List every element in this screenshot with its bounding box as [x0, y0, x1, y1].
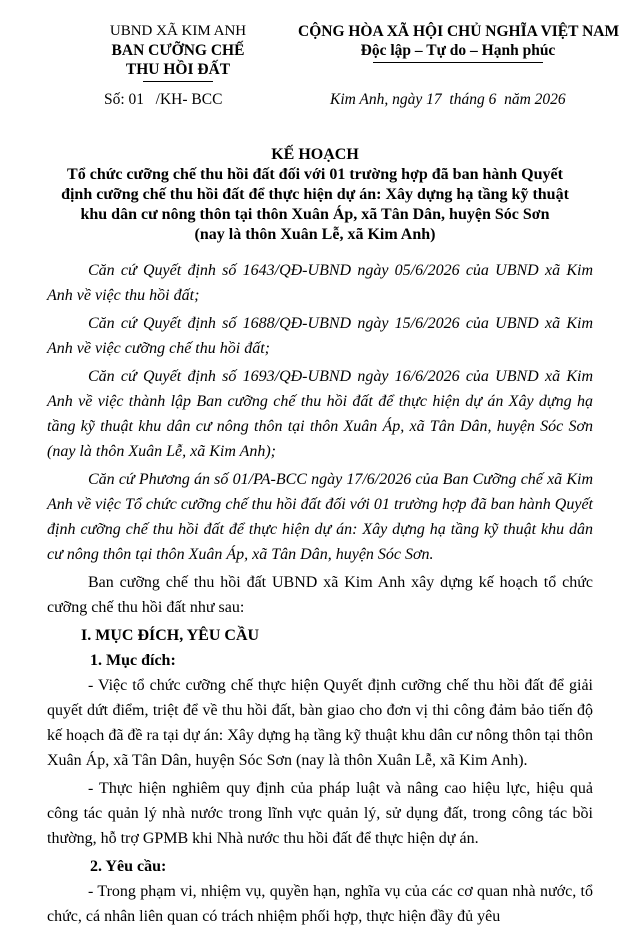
title-subject — [40, 165, 590, 245]
legal-basis: Căn cứ Quyết định số 1643/QĐ-UBND ngày 05/6/2026 của UBND xã Kim Anh về việc thu hồi đất; — [47, 262, 593, 304]
place-date: Kim Anh, ngày 17 tháng 6 năm 2026 — [330, 91, 566, 108]
subsection-heading-purpose: 1. Mục đích: — [90, 652, 176, 669]
purpose-item: - Thực hiện nghiêm quy định của pháp luật và nâng cao hiệu lực, hiệu quả công tác quản lý nhà nước trong lĩnh vực quản lý, sử dụng đất, trong công tác bồi thường, hỗ trợ GPMB khi Nhà nước thu hồi đất để thực hiện dự án. — [47, 780, 593, 847]
issuing-authority — [88, 22, 268, 82]
document-number: Số: 01 /KH- BCC — [104, 91, 223, 108]
title-line: định cưỡng chế thu hồi đất để thực hiện dự án: Xây dựng hạ tầng kỹ thuật — [61, 186, 569, 203]
title-main: KẾ HOẠCH — [271, 146, 359, 163]
title-line: (nay là thôn Xuân Lễ, xã Kim Anh) — [194, 226, 436, 243]
motto: Độc lập – Tự do – Hạnh phúc — [360, 42, 556, 59]
subsection-heading-requirements: 2. Yêu cầu: — [90, 858, 167, 875]
motto-underline — [373, 62, 543, 63]
title-line: Tổ chức cưỡng chế thu hồi đất đối với 01 trường hợp đã ban hành Quyết — [67, 166, 563, 183]
board-name-line2: THU HỒI ĐẤT — [125, 61, 231, 78]
document-body — [47, 258, 593, 932]
intro-paragraph: Ban cưỡng chế thu hồi đất UBND xã Kim Anh xây dựng kế hoạch tổ chức cưỡng chế thu hồi đất như sau: — [47, 574, 593, 616]
legal-basis: Căn cứ Quyết định số 1688/QĐ-UBND ngày 15/6/2026 của UBND xã Kim Anh về việc cưỡng chế thu hồi đất; — [47, 315, 593, 357]
authority-underline — [143, 81, 213, 82]
title-line: khu dân cư nông thôn tại thôn Xuân Áp, xã Tân Dân, huyện Sóc Sơn — [80, 206, 550, 223]
legal-basis: Căn cứ Phương án số 01/PA-BCC ngày 17/6/2026 của Ban Cưỡng chế xã Kim Anh về việc Tổ chức cưỡng chế thu hồi đất đối với 01 trường hợp đã ban hành Quyết định cưỡng chế thu hồi đất để thực hiện dự án: Xây dựng hạ tầng kỹ thuật khu dân cư nông thôn tại thôn Xuân Áp, xã Tân Dân, huyện Sóc Sơn. — [47, 471, 593, 563]
country-name: CỘNG HÒA XÃ HỘI CHỦ NGHĨA VIỆT NAM — [298, 23, 620, 40]
national-motto — [298, 22, 618, 63]
purpose-item: - Việc tổ chức cưỡng chế thực hiện Quyết định cưỡng chế thu hồi đất để giải quyết dứt điểm, triệt để về thu hồi đất, bàn giao cho đơn vị thi công đảm bảo tiến độ kế hoạch đã đề ra tại dự án: Xây dựng hạ tầng kỹ thuật khu dân cư nông thôn tại thôn Xuân Áp, xã Tân Dân, huyện Sóc Sơn (nay là thôn Xuân Lễ, xã Kim Anh). — [47, 677, 593, 769]
document-title — [40, 145, 590, 245]
section-heading: I. MỤC ĐÍCH, YÊU CẦU — [81, 627, 260, 644]
requirement-item: - Trong phạm vi, nhiệm vụ, quyền hạn, nghĩa vụ của các cơ quan nhà nước, tổ chức, cá nhân liên quan có trách nhiệm phối hợp, thực hiện đầy đủ yêu — [47, 883, 593, 925]
legal-basis: Căn cứ Quyết định số 1693/QĐ-UBND ngày 16/6/2026 của UBND xã Kim Anh về việc thành lập Ban cưỡng chế thu hồi đất để thực hiện dự án Xây dựng hạ tầng kỹ thuật khu dân cư nông thôn tại thôn Xuân Áp, xã Tân Dân, huyện Sóc Sơn (nay là thôn Xuân Lễ, xã Kim Anh); — [47, 368, 593, 460]
board-name-line1: BAN CƯỠNG CHẾ — [111, 42, 245, 59]
authority-name: UBND XÃ KIM ANH — [109, 23, 247, 39]
